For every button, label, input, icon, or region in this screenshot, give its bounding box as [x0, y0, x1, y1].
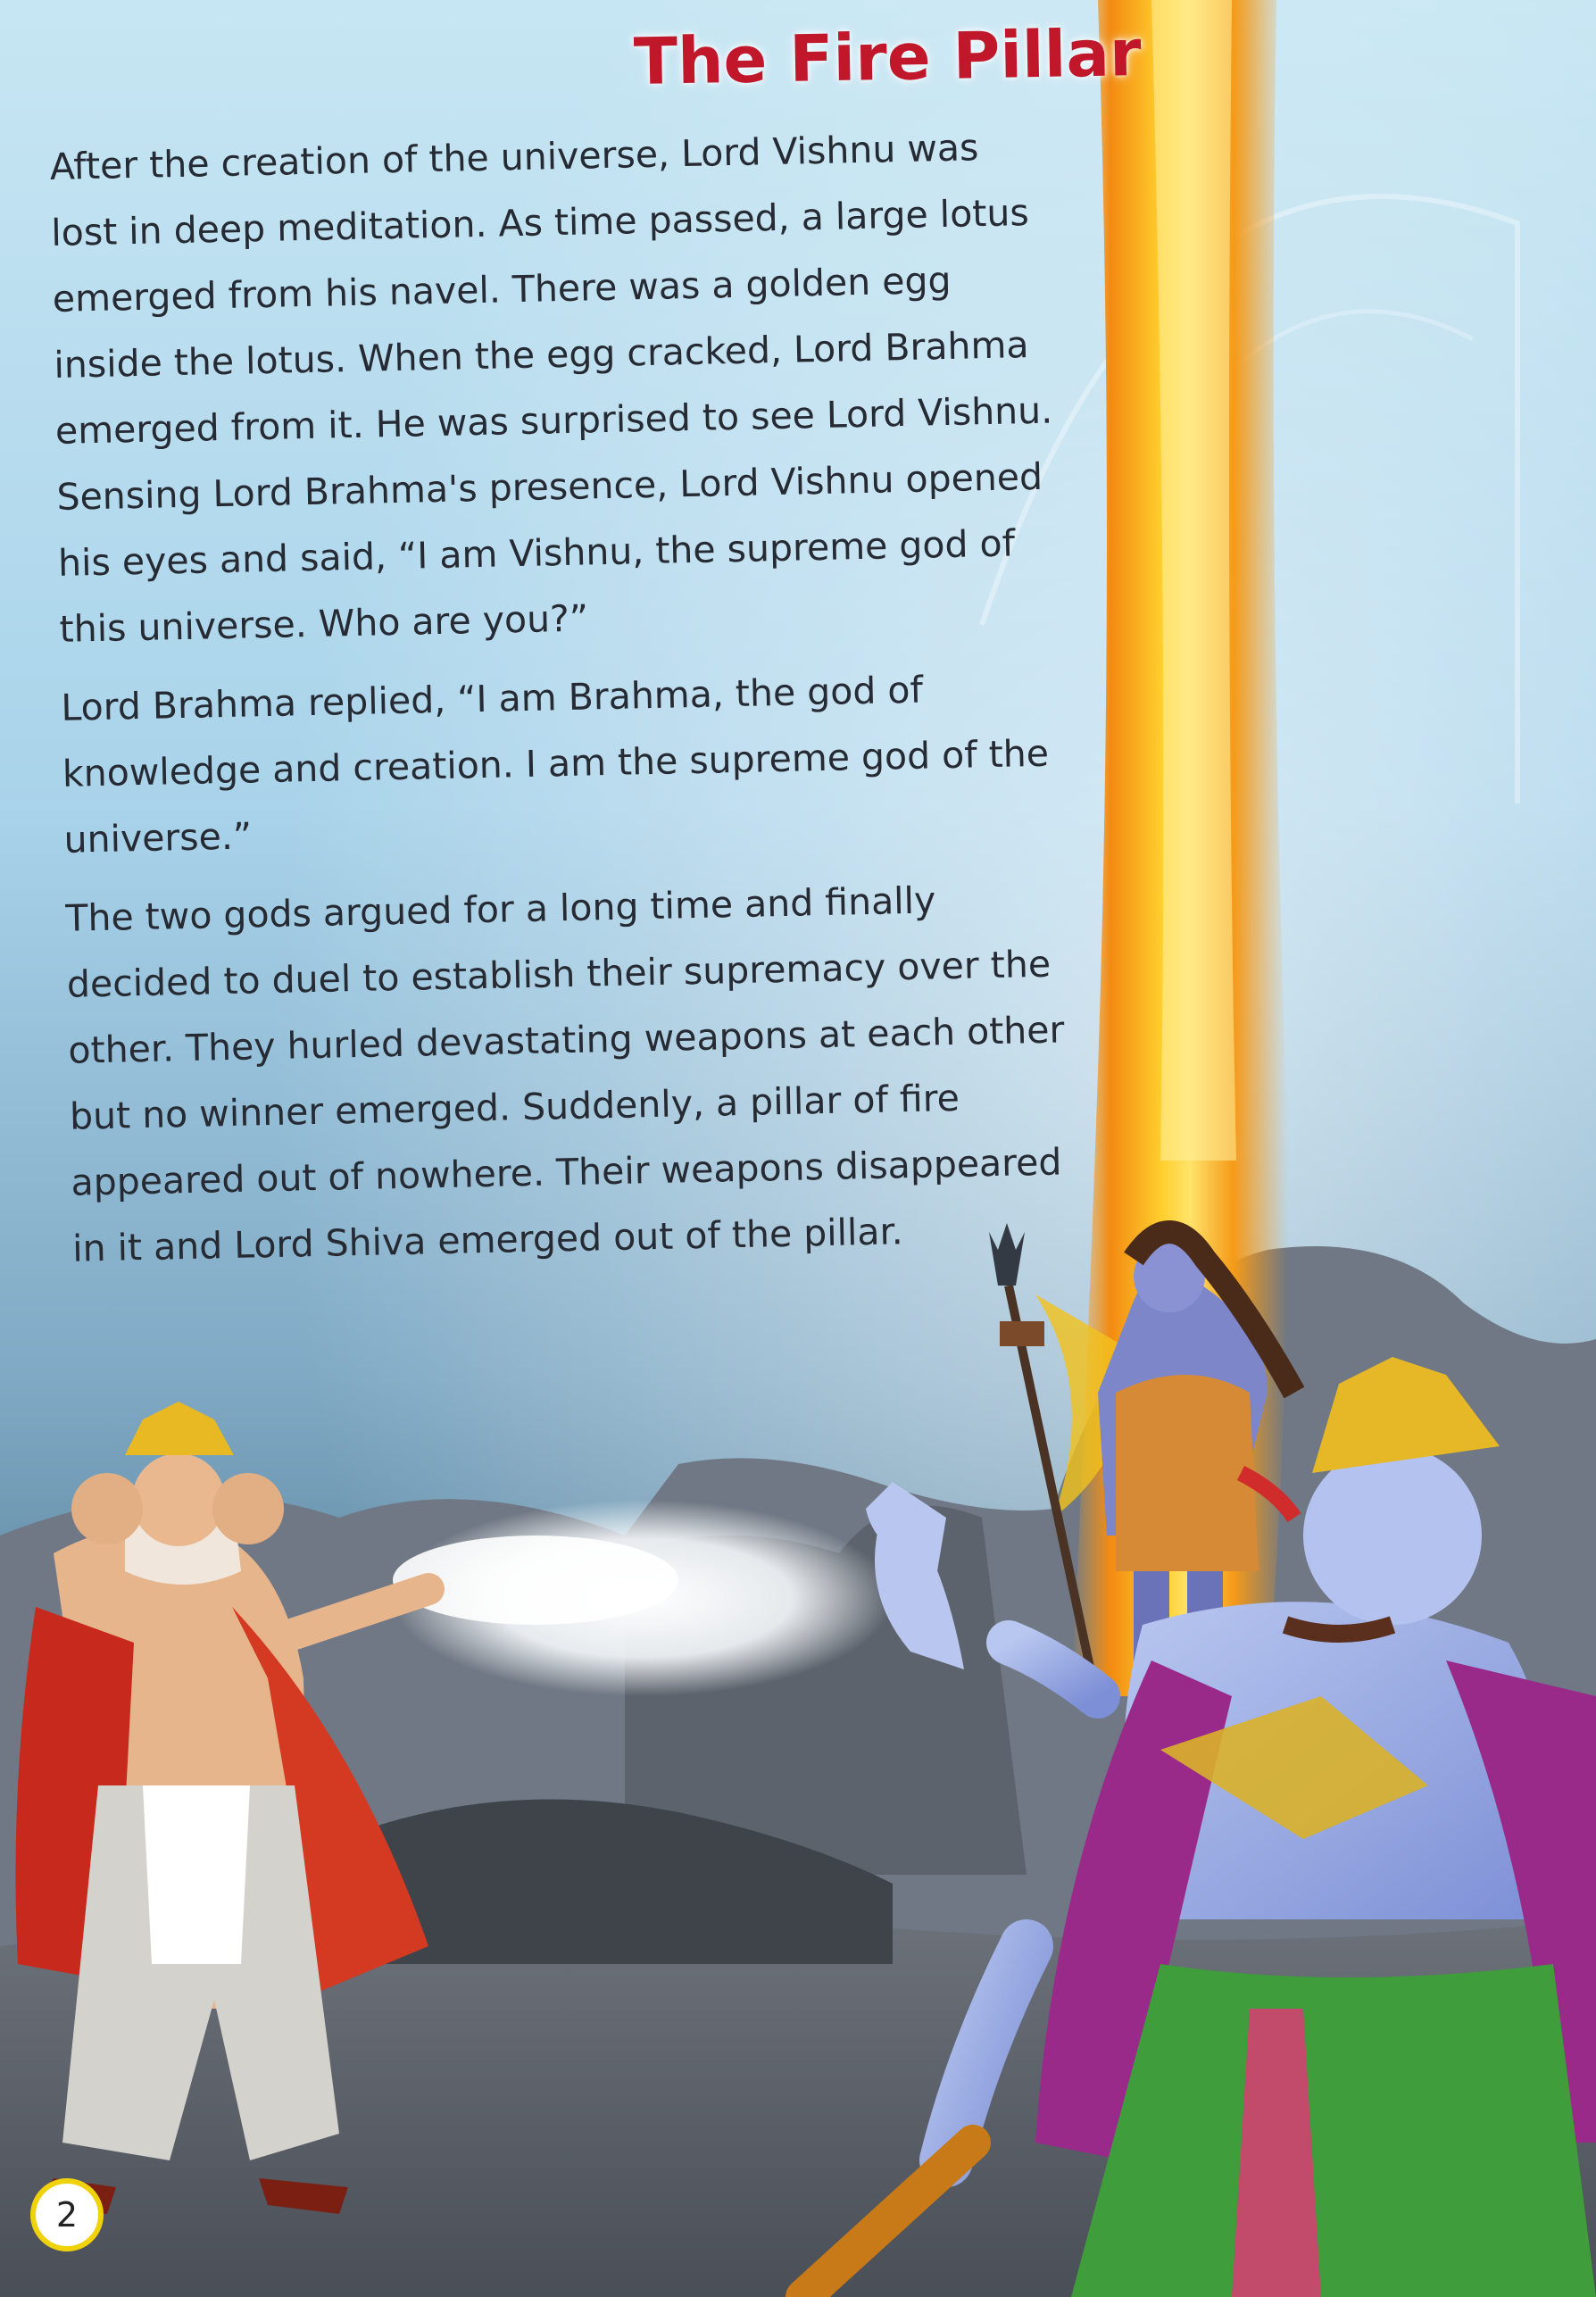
paragraph-3: The two gods argued for a long time and finally decided to duel to establish their supremacy over the other. They hurled devastating weapons at each other but no winner emerged. Suddenly, a pillar of fire appeared out of nowhere. Their weapons disappeared in it and Lord Shiva emerged out of the pillar.	[64, 878, 1065, 1270]
page-number-badge	[30, 2178, 104, 2251]
page-title	[0, 15, 1596, 99]
page-number: 2	[55, 2195, 79, 2235]
story-text	[49, 113, 1073, 1294]
paragraph-2: Lord Brahma replied, “I am Brahma, the god of knowledge and creation. I am the supreme god of the universe.”	[60, 668, 1050, 861]
page-title-text: The Fire Pillar	[633, 15, 1142, 99]
paragraph-1: After the creation of the universe, Lord Vishnu was lost in deep meditation. As time passed, a large lotus emerged from his navel. There was a golden egg inside the lotus. When the egg cracked, Lord Brahma emerged from it. He was surprised to see Lord Vishnu. Sensing Lord Brahma's presence, Lord Vishnu opened his eyes and said, “I am Vishnu, the supreme god of this universe. Who are you?”	[49, 126, 1053, 651]
